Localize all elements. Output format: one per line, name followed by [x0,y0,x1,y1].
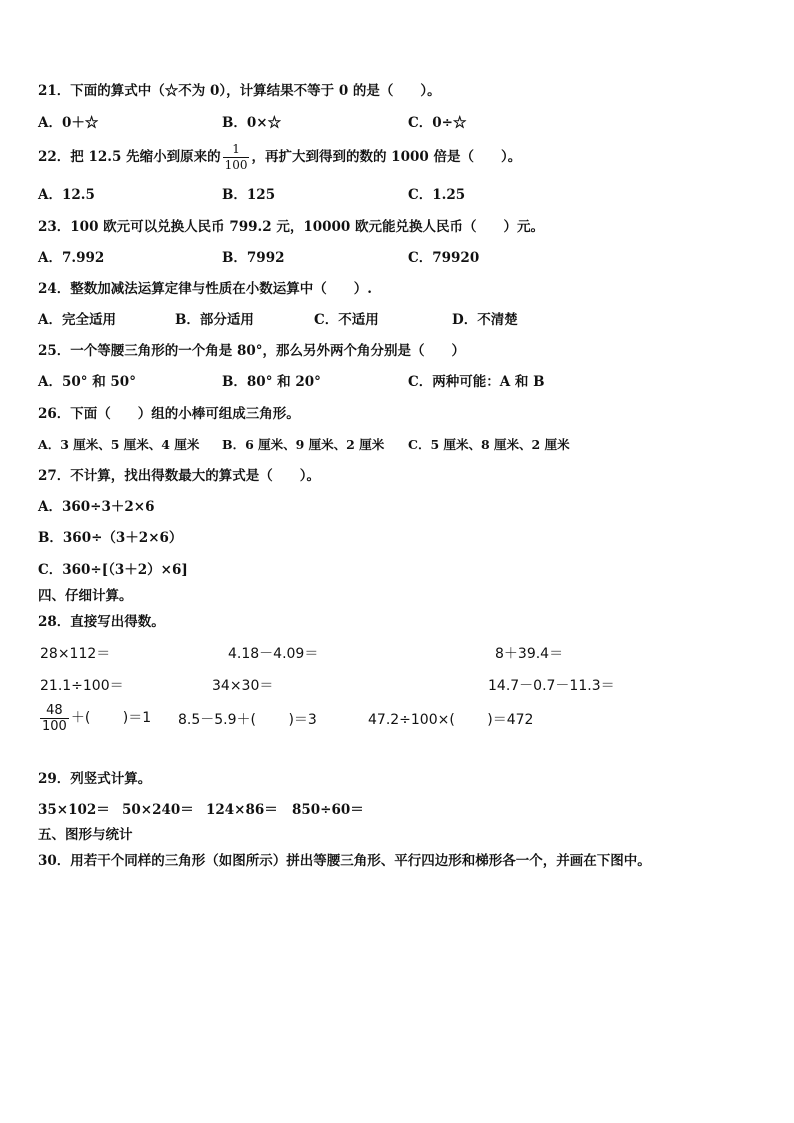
q29-item-1: 35×102＝ [38,802,110,818]
q27-option-a: A．360÷3＋2×6 [38,499,155,515]
section-4-heading: 四、仔细计算。 [38,588,133,604]
q21-option-b: B．0×☆ [222,115,282,131]
q28-stem: 28．直接写出得数。 [38,614,165,630]
q28-r1-c3: 8＋39.4＝ [495,646,564,662]
q28-r2-c1: 21.1÷100＝ [40,678,124,694]
q29-item-3: 124×86＝ [206,802,278,818]
q30-stem: 30．用若干个同样的三角形（如图所示）拼出等腰三角形、平行四边形和梯形各一个，并画在下图中。 [38,853,651,869]
q24-option-d: D．不清楚 [452,312,518,328]
q28-r2-c2: 34×30＝ [212,678,274,694]
q28-r3-c2: 8.5－5.9＋( )＝3 [178,712,317,728]
q22-fraction-numerator: 1 [223,142,250,158]
q26-option-a: A．3 厘米、5 厘米、4 厘米 [38,437,200,452]
q24-option-a: A．完全适用 [38,312,116,328]
q21-option-a: A．0＋☆ [38,115,99,131]
q27-stem: 27．不计算，找出得数最大的算式是（ ）。 [38,468,321,484]
q25-option-a: A．50° 和 50° [38,374,136,390]
q28-r3-fraction-denominator: 100 [42,718,67,734]
q21-option-c: C．0÷☆ [408,115,467,131]
q28-r3-c1 [38,700,151,736]
q26-stem: 26．下面（ ）组的小棒可组成三角形。 [38,406,300,422]
q23-option-b: B．7992 [222,250,285,266]
q23-stem: 23．100 欧元可以兑换人民币 799.2 元，10000 欧元能兑换人民币（ ）元。 [38,219,545,235]
q29-item-2: 50×240＝ [122,802,194,818]
q24-stem: 24．整数加减法运算定律与性质在小数运算中（ ）. [38,281,372,297]
q25-option-b: B．80° 和 20° [222,374,321,390]
q27-option-c: C．360÷[（3＋2）×6] [38,562,188,578]
q21-stem: 21．下面的算式中（☆不为 0），计算结果不等于 0 的是（ ）。 [38,83,441,99]
q22-option-b: B．125 [222,187,276,203]
q27-option-b: B．360÷（3＋2×6） [38,530,183,546]
q22-fraction-denominator: 100 [224,158,248,172]
q28-r1-c2: 4.18－4.09＝ [228,646,319,662]
q28-r2-c3: 14.7－0.7－11.3＝ [488,678,615,694]
q28-r3-c1-rest: ＋( )＝1 [70,710,152,726]
q22-stem-after: ，再扩大到得到的数的 1000 倍是（ ）。 [251,149,522,165]
q24-option-b: B．部分适用 [175,312,254,328]
q22-option-a: A．12.5 [38,187,95,203]
q24-option-c: C．不适用 [314,312,379,328]
q26-option-b: B．6 厘米、9 厘米、2 厘米 [222,437,385,452]
q25-stem: 25．一个等腰三角形的一个角是 80°，那么另外两个角分别是（ ） [38,343,466,359]
q23-option-a: A．7.992 [38,250,105,266]
q29-stem: 29．列竖式计算。 [38,771,152,787]
q28-r1-c1: 28×112＝ [40,646,111,662]
q28-r3-fraction-numerator: 48 [40,703,69,719]
q28-r3-c3: 47.2÷100×( )＝472 [368,712,534,728]
q28-r3-fraction [40,703,69,734]
q26-option-c: C．5 厘米、8 厘米、2 厘米 [408,437,570,452]
q22-stem-before: 22．把 12.5 先缩小到原来的 [38,149,221,165]
section-5-heading: 五、图形与统计 [38,827,133,843]
q22-fraction [223,142,250,173]
q29-item-4: 850÷60＝ [292,802,364,818]
q22-stem [38,140,521,174]
q22-option-c: C．1.25 [408,187,466,203]
q25-option-c: C．两种可能：A 和 B [408,374,545,390]
q23-option-c: C．79920 [408,250,480,266]
